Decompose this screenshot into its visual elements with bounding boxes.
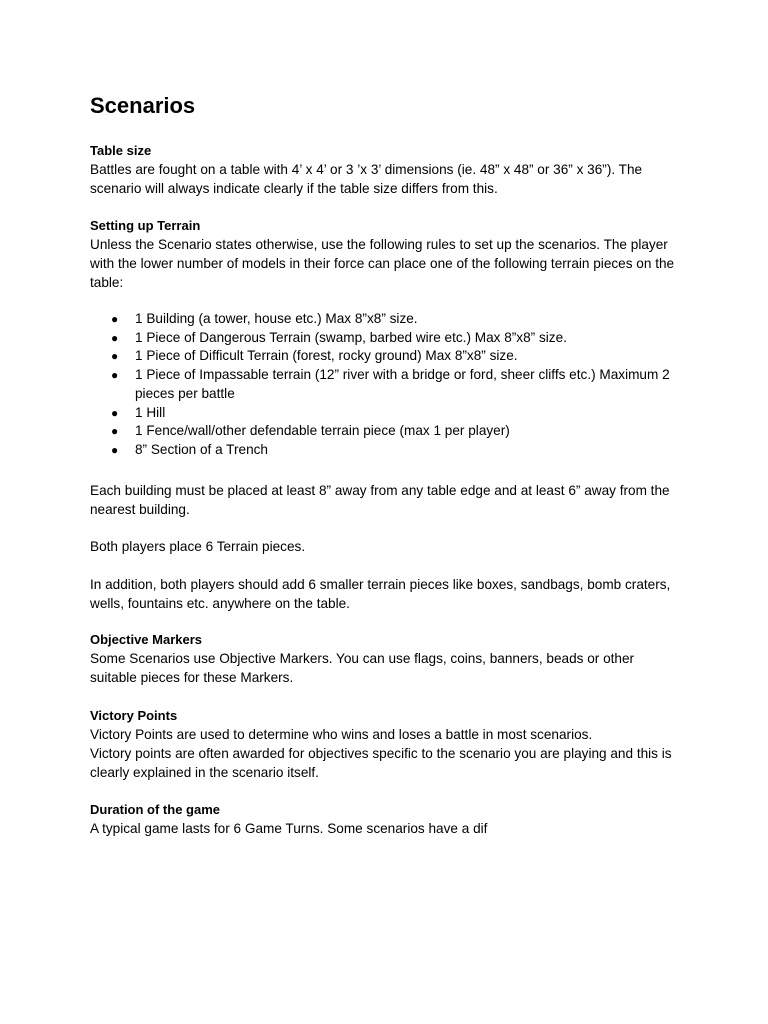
list-item	[90, 404, 680, 423]
table-size-heading: Table size	[90, 143, 152, 158]
terrain-heading: Setting up Terrain	[90, 218, 201, 233]
victory-points-text-2: Victory points are often awarded for objectives specific to the scenario you are playing and this is clearly explained in the scenario itself.	[90, 746, 672, 780]
table-size-text: Battles are fought on a table with 4’ x 4’ or 3 ’x 3’ dimensions (ie. 48” x 48” or 36” x 36”). The scenario will always indicate clearly if the table size differs from this.	[90, 162, 643, 196]
list-item	[90, 441, 680, 460]
bullet-icon: ●	[111, 424, 119, 439]
additional-terrain-text: In addition, both players should add 6 smaller terrain pieces like boxes, sandbags, bomb craters, wells, fountains etc. anywhere on the table.	[90, 577, 671, 611]
objective-markers-heading: Objective Markers	[90, 632, 203, 647]
list-item-text: 1 Piece of Impassable terrain (12” river with a bridge or ford, sheer cliffs etc.) Maximum 2 pieces per battle	[135, 367, 670, 401]
terrain-intro-text: Unless the Scenario states otherwise, use the following rules to set up the scenarios. The player with the lower number of models in their force can place one of the following terrain pieces on the table:	[90, 237, 675, 290]
list-item-text: 1 Fence/wall/other defendable terrain piece (max 1 per player)	[135, 423, 510, 439]
bullet-icon: ●	[111, 349, 119, 364]
bullet-icon: ●	[111, 312, 119, 326]
list-item	[90, 347, 680, 366]
bullet-icon: ●	[111, 368, 119, 383]
list-item-text: 8” Section of a Trench	[135, 441, 268, 457]
list-item	[90, 366, 680, 403]
building-placement-text: Each building must be placed at least 8” away from any table edge and at least 6” away from the nearest building.	[90, 483, 670, 517]
objective-markers-text: Some Scenarios use Objective Markers. You can use flags, coins, banners, beads or other suitable pieces for these Markers.	[90, 651, 635, 685]
terrain-list	[90, 310, 680, 460]
duration-text: A typical game lasts for 6 Game Turns. Some scenarios have a dif	[90, 821, 488, 836]
list-item	[90, 310, 680, 329]
bullet-icon: ●	[111, 442, 119, 457]
bullet-icon: ●	[111, 330, 119, 345]
duration-heading: Duration of the game	[90, 802, 221, 817]
list-item-text: 1 Hill	[135, 404, 166, 420]
list-item-text: 1 Piece of Difficult Terrain (forest, rocky ground) Max 8”x8” size.	[135, 348, 518, 364]
list-item-text: 1 Piece of Dangerous Terrain (swamp, barbed wire etc.) Max 8”x8” size.	[135, 329, 567, 345]
victory-points-heading: Victory Points	[90, 708, 178, 723]
bullet-icon: ●	[111, 405, 119, 420]
list-item	[90, 329, 680, 348]
terrain-count-text: Both players place 6 Terrain pieces.	[90, 539, 306, 554]
page-title: Scenarios	[90, 93, 196, 118]
list-item-text: 1 Building (a tower, house etc.) Max 8”x8” size.	[135, 311, 418, 326]
victory-points-text-1: Victory Points are used to determine who wins and loses a battle in most scenarios.	[90, 727, 593, 742]
list-item	[90, 422, 680, 441]
